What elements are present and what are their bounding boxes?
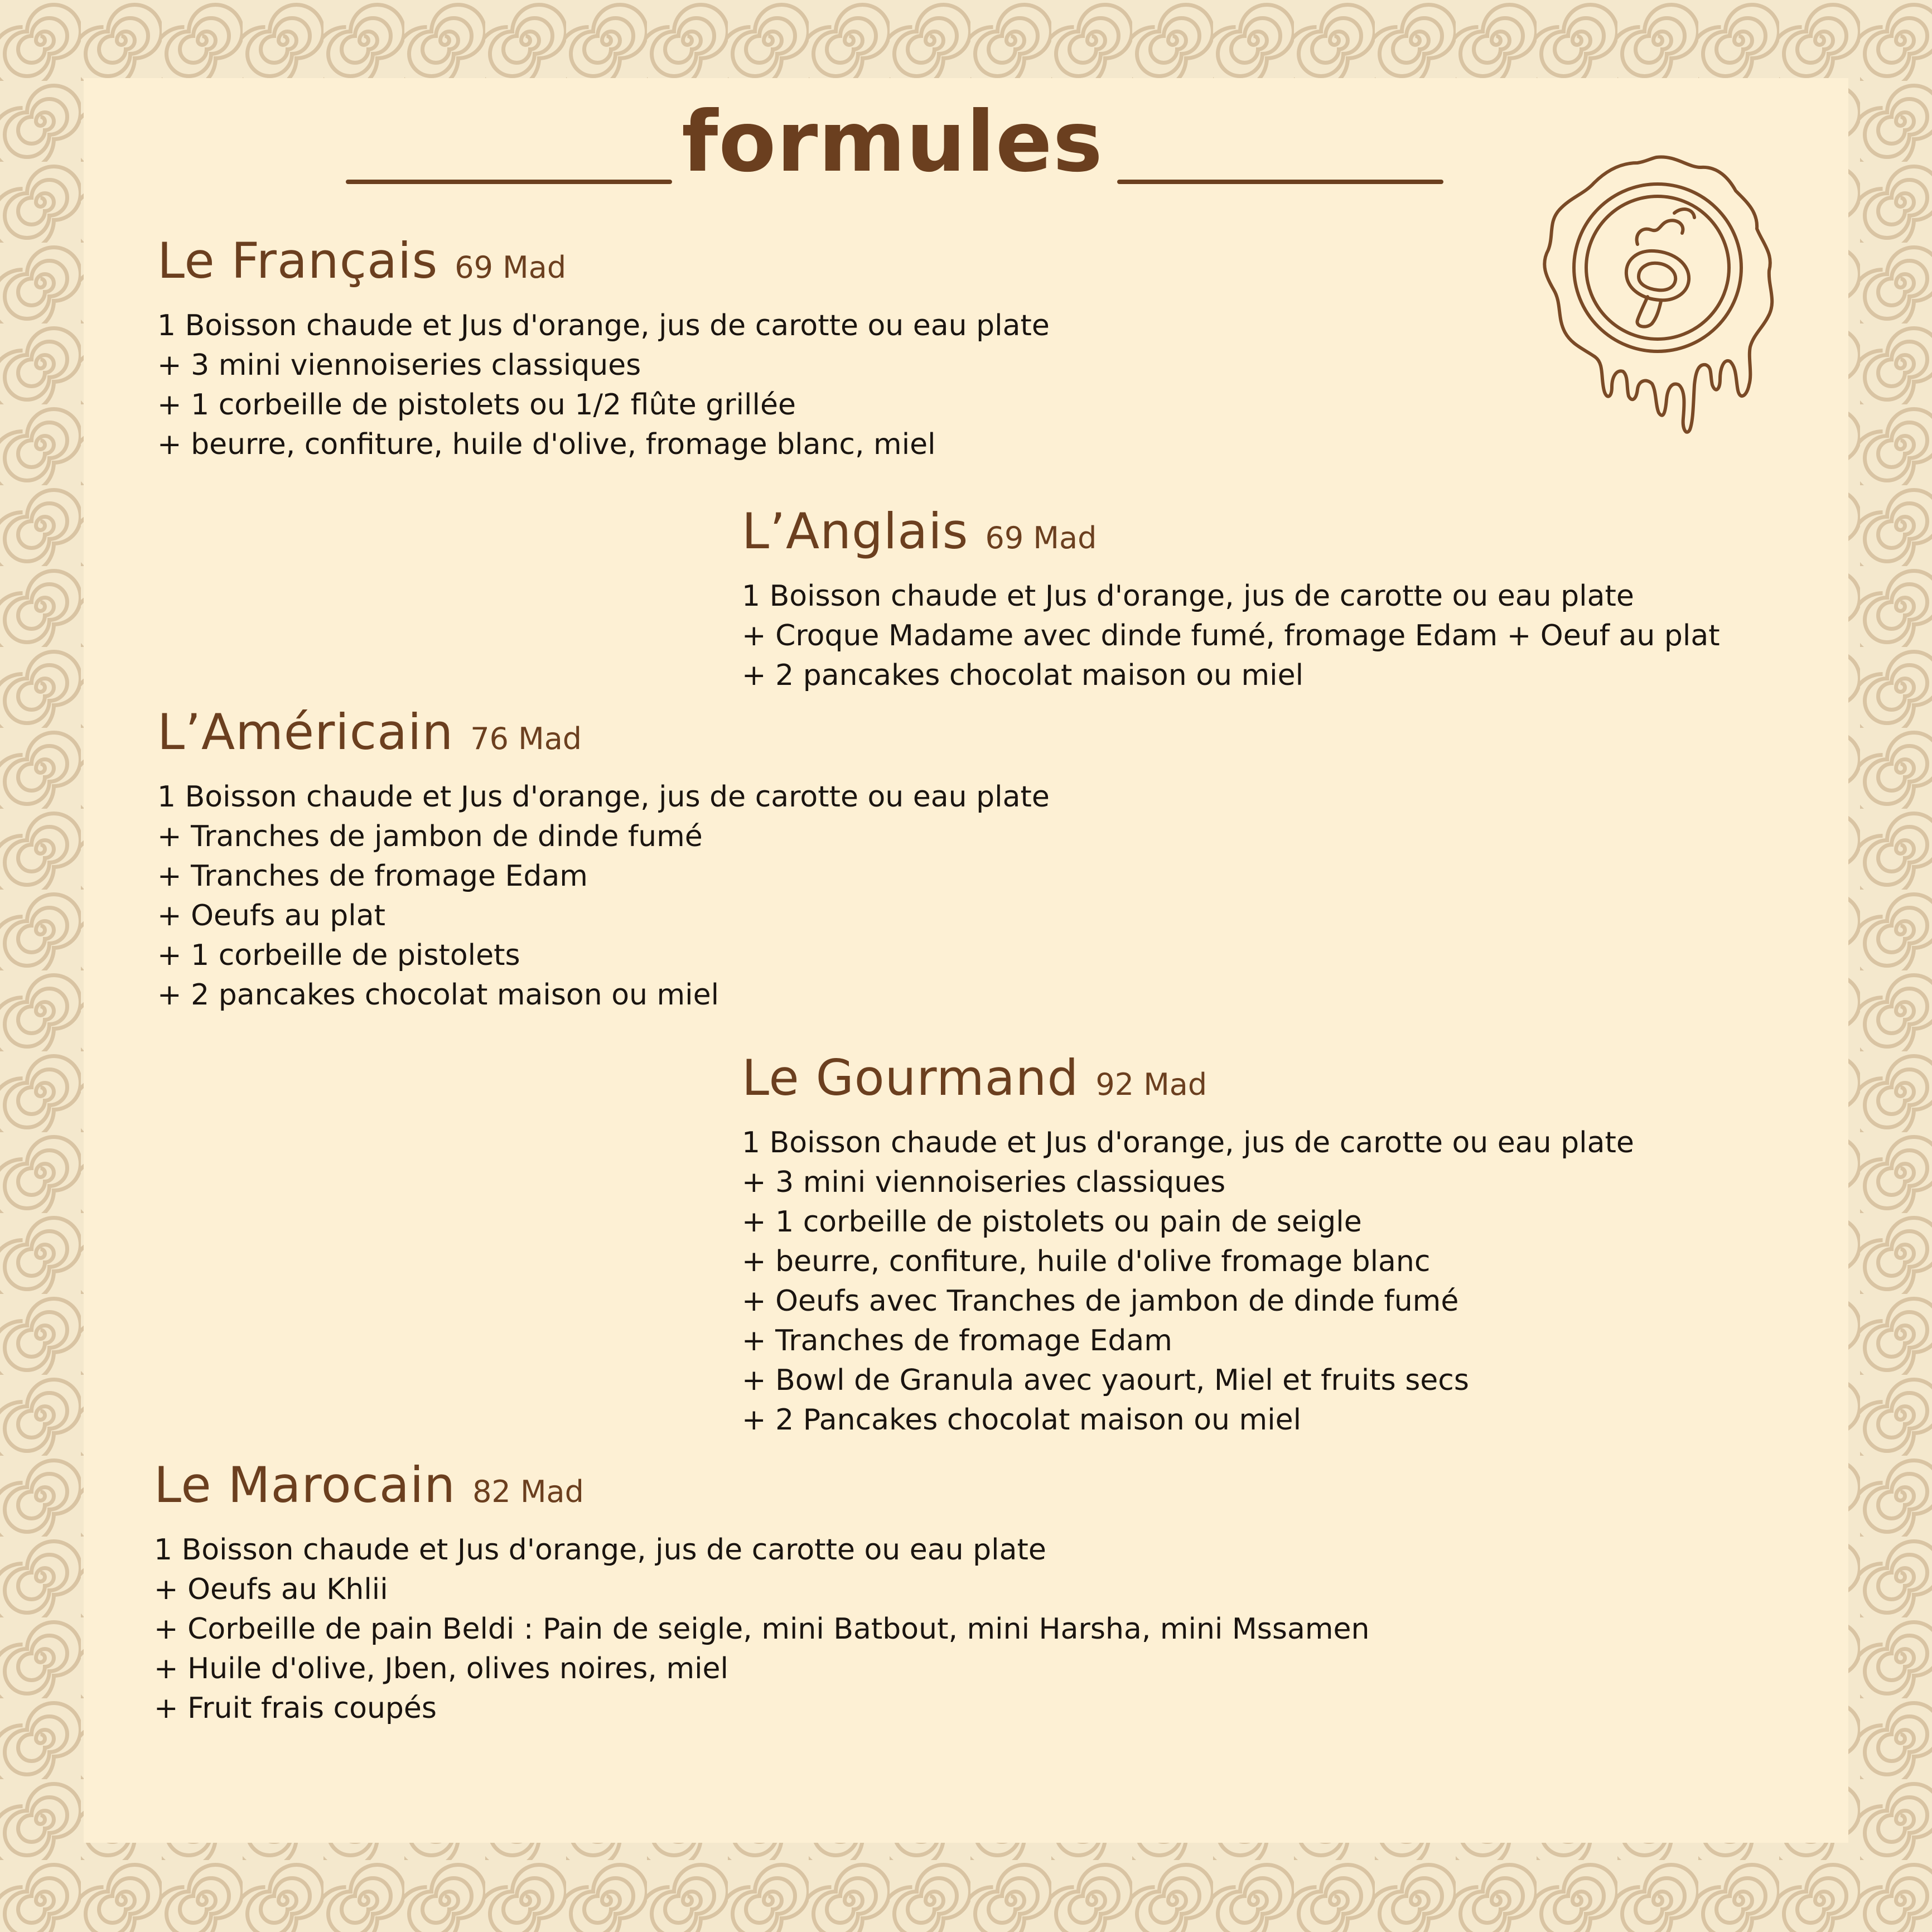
- list-item: 1 Boisson chaude et Jus d'orange, jus de carotte ou eau plate: [154, 1533, 1046, 1567]
- section-name: Le Marocain: [154, 1456, 456, 1514]
- list-item: 1 Boisson chaude et Jus d'orange, jus de carotte ou eau plate: [742, 1126, 1634, 1160]
- section-items: [742, 1123, 1634, 1440]
- list-item: + 1 corbeille de pistolets ou 1/2 flûte grillée: [157, 388, 796, 422]
- list-item: + 3 mini viennoiseries classiques: [742, 1165, 1226, 1199]
- section-price: 92 Mad: [1095, 1067, 1208, 1102]
- list-item: + Huile d'olive, Jben, olives noires, miel: [154, 1651, 728, 1685]
- section-price: 76 Mad: [470, 721, 582, 756]
- list-item: + 1 corbeille de pistolets: [157, 938, 520, 972]
- section-l-anglais: [742, 505, 1720, 695]
- list-item: + 2 pancakes chocolat maison ou miel: [157, 978, 719, 1012]
- page-title: formules: [682, 94, 1103, 191]
- list-item: + Fruit frais coupés: [154, 1691, 437, 1725]
- section-name: Le Gourmand: [742, 1049, 1079, 1107]
- list-item: + Oeufs avec Tranches de jambon de dinde fumé: [742, 1284, 1459, 1318]
- dripping-coffee-cup-icon: [1528, 151, 1785, 446]
- list-item: + Oeufs au plat: [157, 899, 385, 933]
- section-items: [154, 1530, 1369, 1728]
- list-item: + beurre, confiture, huile d'olive, fromage blanc, miel: [157, 427, 936, 461]
- list-item: 1 Boisson chaude et Jus d'orange, jus de carotte ou eau plate: [157, 308, 1050, 342]
- section-le-gourmand: [742, 1051, 1634, 1440]
- list-item: + 2 Pancakes chocolat maison ou miel: [742, 1403, 1302, 1437]
- list-item: + 3 mini viennoiseries classiques: [157, 348, 641, 382]
- list-item: + Tranches de jambon de dinde fumé: [157, 819, 703, 853]
- list-item: + Tranches de fromage Edam: [157, 859, 588, 893]
- title-right-rule: [1117, 180, 1443, 184]
- list-item: + beurre, confiture, huile d'olive fromage blanc: [742, 1244, 1431, 1278]
- section-price: 82 Mad: [472, 1474, 584, 1509]
- section-le-francais: [157, 234, 1050, 465]
- list-item: + Croque Madame avec dinde fumé, fromage Edam + Oeuf au plat: [742, 619, 1720, 653]
- list-item: + 2 pancakes chocolat maison ou miel: [742, 658, 1304, 692]
- list-item: + Oeufs au Khlii: [154, 1572, 388, 1606]
- section-price: 69 Mad: [455, 250, 567, 285]
- list-item: 1 Boisson chaude et Jus d'orange, jus de carotte ou eau plate: [157, 780, 1050, 814]
- section-name: Le Français: [157, 232, 438, 289]
- list-item: + 1 corbeille de pistolets ou pain de seigle: [742, 1205, 1362, 1239]
- section-items: [157, 306, 1050, 465]
- section-name: L’Anglais: [742, 503, 969, 560]
- list-item: 1 Boisson chaude et Jus d'orange, jus de carotte ou eau plate: [742, 579, 1634, 613]
- list-item: + Tranches de fromage Edam: [742, 1324, 1172, 1358]
- section-name: L’Américain: [157, 703, 454, 761]
- list-item: + Corbeille de pain Beldi : Pain de seigle, mini Batbout, mini Harsha, mini Mssamen: [154, 1612, 1370, 1646]
- section-items: [157, 777, 1050, 1015]
- section-price: 69 Mad: [985, 520, 1097, 556]
- section-le-marocain: [154, 1458, 1369, 1728]
- section-items: [742, 577, 1720, 695]
- section-l-americain: [157, 703, 1050, 1015]
- list-item: + Bowl de Granula avec yaourt, Miel et fruits secs: [742, 1363, 1469, 1397]
